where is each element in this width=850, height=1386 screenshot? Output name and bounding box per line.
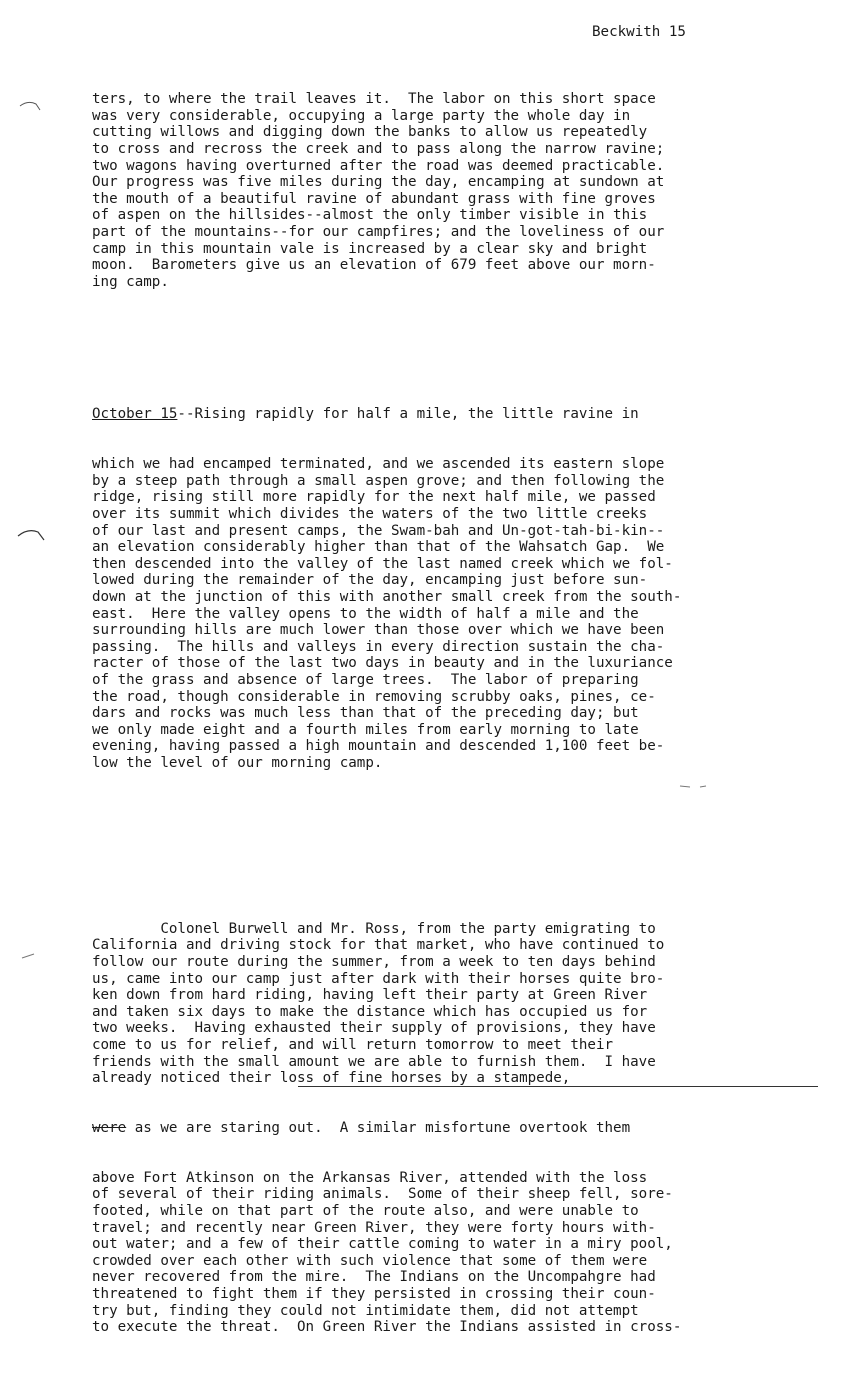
- text-line: the road, though considerable in removing scrubby oaks, pines, ce-: [92, 688, 656, 705]
- text-line: down at the junction of this with another small creek from the south-: [92, 589, 682, 605]
- text-line: two weeks. Having exhausted their supply of provisions, they have: [92, 1020, 656, 1037]
- text-line: east. Here the valley opens to the width of half a mile and the: [92, 605, 639, 622]
- text-line: cutting willows and digging down the banks to allow us repeatedly: [92, 124, 648, 141]
- text-line: ken down from hard riding, having left their party at Green River: [92, 987, 648, 1004]
- text-line: follow our route during the summer, from a week to ten days behind: [92, 954, 656, 971]
- text-line: part of the mountains--for our campfires; and the loveliness of our: [92, 223, 665, 240]
- text-line: camp in this mountain vale is increased by a clear sky and bright: [92, 240, 648, 257]
- text-line: above Fort Atkinson on the Arkansas River, attended with the loss: [92, 1169, 648, 1186]
- text-line: and taken six days to make the distance which has occupied us for: [92, 1003, 648, 1020]
- text-line: of aspen on the hillsides--almost the only timber visible in this: [92, 207, 648, 224]
- text-line: low the level of our morning camp.: [92, 754, 383, 771]
- struck-line-rest: as we are staring out. A similar misfortune overtook them: [126, 1120, 631, 1136]
- text-line: we only made eight and a fourth miles from early morning to late: [92, 721, 639, 738]
- text-line: to execute the threat. On Green River the Indians assisted in cross-: [92, 1319, 682, 1336]
- text-line: was very considerable, occupying a large party the whole day in: [92, 107, 631, 124]
- text-line: friends with the small amount we are able to furnish them. I have: [92, 1053, 656, 1070]
- text-line: two wagons having overturned after the road was deemed practicable.: [92, 157, 665, 174]
- text-line: moon. Barometers give us an elevation of 679 feet above our morn-: [92, 257, 656, 274]
- struck-word: were: [92, 1120, 127, 1136]
- text-line: which we had encamped terminated, and we ascended its eastern slope: [92, 456, 665, 473]
- text-line: evening, having passed a high mountain and descended 1,100 feet be-: [92, 738, 665, 755]
- text-line: try but, finding they could not intimidate them, did not attempt: [92, 1302, 639, 1319]
- text-line: of the grass and absence of large trees. The labor of preparing: [92, 671, 639, 688]
- pencil-mark: [680, 786, 706, 787]
- text-line: threatened to fight them if they persisted in crossing their coun-: [92, 1285, 656, 1302]
- text-line: us, came into our camp just after dark with their horses quite bro-: [92, 970, 665, 987]
- date-heading: October 15: [92, 406, 178, 423]
- date-heading-rest: --Rising rapidly for half a mile, the little ravine in: [177, 406, 639, 423]
- text-line: passing. The hills and valleys in every direction sustain the cha-: [92, 638, 665, 655]
- text-line: ridge, rising still more rapidly for the next half mile, we passed: [92, 489, 656, 506]
- text-line: Our progress was five miles during the day, encamping at sundown at: [92, 174, 665, 191]
- text-line: California and driving stock for that market, who have continued to: [92, 937, 665, 954]
- text-line: travel; and recently near Green River, they were forty hours with-: [92, 1219, 656, 1236]
- text-line: crowded over each other with such violence that some of them were: [92, 1252, 648, 1269]
- text-line: the mouth of a beautiful ravine of abundant grass with fine groves: [92, 190, 656, 207]
- text-line: lowed during the remainder of the day, encamping just before sun-: [92, 572, 648, 589]
- text-line: already noticed their loss of fine horses by a stampede,: [92, 1070, 571, 1087]
- text-line: never recovered from the mire. The Indians on the Uncompahgre had: [92, 1269, 656, 1286]
- margin-mark: [18, 531, 44, 540]
- text-line: an elevation considerably higher than that of the Wahsatch Gap. We: [92, 539, 665, 556]
- text-line: by a steep path through a small aspen grove; and then following the: [92, 472, 665, 489]
- bottom-rule: [298, 1086, 818, 1087]
- text-line: over its summit which divides the waters of the two little creeks: [92, 506, 648, 523]
- margin-mark: [22, 954, 34, 958]
- text-line: surrounding hills are much lower than those over which we have been: [92, 622, 665, 639]
- text-line: to cross and recross the creek and to pass along the narrow ravine;: [92, 140, 665, 157]
- text-line: Colonel Burwell and Mr. Ross, from the party emigrating to: [92, 920, 656, 937]
- struck-line: [92, 1120, 681, 1137]
- text-line: ters, to where the trail leaves it. The labor on this short space: [92, 91, 656, 108]
- text-line: then descended into the valley of the last named creek which we fol-: [92, 555, 673, 572]
- text-line: ing camp.: [92, 273, 169, 290]
- page-header: Beckwith 15: [592, 24, 686, 40]
- text-line: out water; and a few of their cattle coming to water in a miry pool,: [92, 1236, 673, 1253]
- text-line: dars and rocks was much less than that of the preceding day; but: [92, 705, 639, 722]
- text-line: racter of those of the last two days in beauty and in the luxuriance: [92, 655, 673, 672]
- text-line: of our last and present camps, the Swam-bah and Un-got-tah-bi-kin--: [92, 522, 665, 539]
- margin-mark: [20, 102, 40, 110]
- text-line: footed, while on that part of the route also, and were unable to: [92, 1202, 639, 1219]
- text-line: of several of their riding animals. Some of their sheep fell, sore-: [92, 1186, 673, 1203]
- text-line: come to us for relief, and will return tomorrow to meet their: [92, 1037, 614, 1054]
